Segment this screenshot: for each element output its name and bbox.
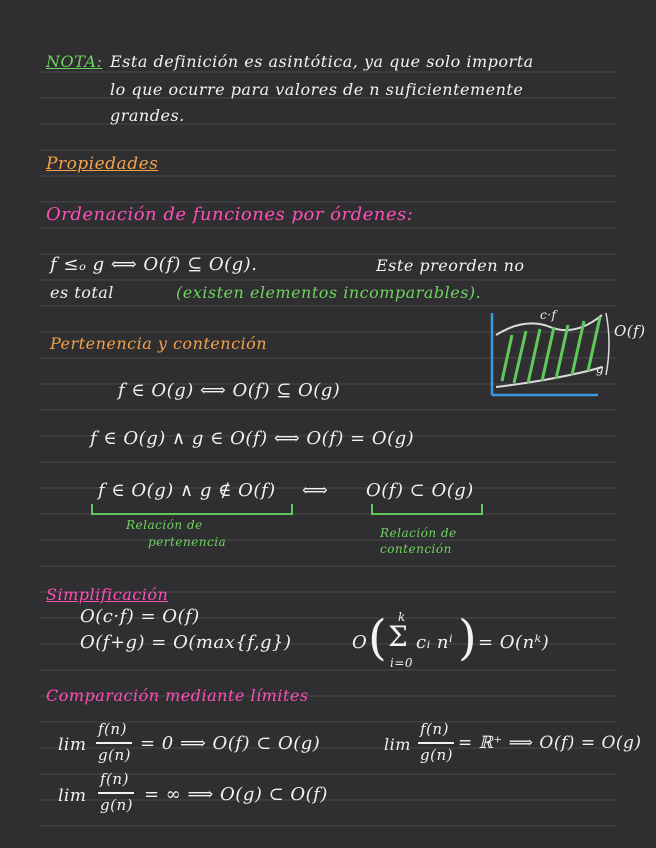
pertenencia-formula-3-arrow: ⟺ (302, 480, 329, 501)
diagram-label-Of: O(f) (614, 322, 646, 340)
simplificacion-heading: Simplificación (46, 585, 169, 604)
lim-3-num: f(n) (100, 770, 129, 788)
lim-3-fraction-bar (98, 792, 134, 794)
lim-2-den: g(n) (420, 746, 453, 764)
ordenacion-formula: f ≤ₒ g ⟺ O(f) ⊆ O(g). (50, 254, 258, 275)
simplificacion-f3-O: O (352, 632, 368, 653)
lim-3-result: = ∞ ⟹ O(g) ⊂ O(f) (144, 784, 328, 805)
simplificacion-f3-rparen: ) (458, 610, 478, 666)
note-line-1: Esta definición es asintótica, ya que solo importa (110, 52, 534, 71)
simplificacion-f3-bottom: i=0 (390, 656, 414, 670)
lim-1-label: lim (58, 735, 87, 755)
pertenencia-formula-3-right: O(f) ⊂ O(g) (366, 480, 474, 501)
relation-2-line-2: contención (380, 542, 452, 556)
ordenacion-heading: Ordenación de funciones por órdenes: (46, 204, 414, 225)
note-line-3: grandes. (110, 106, 185, 125)
pertenencia-heading: Pertenencia y contención (50, 334, 268, 353)
diagram-label-g: g (596, 362, 605, 376)
simplificacion-formula-1: O(c·f) = O(f) (80, 606, 200, 627)
pertenencia-formula-2: f ∈ O(g) ∧ g ∈ O(f) ⟺ O(f) = O(g) (90, 428, 415, 449)
lim-1-den: g(n) (98, 746, 131, 764)
lim-3-den: g(n) (100, 796, 133, 814)
lim-2-fraction-bar (418, 742, 454, 744)
simplificacion-f3-lparen: ( (368, 610, 388, 666)
lim-2-result: = ℝ⁺ ⟹ O(f) = O(g) (458, 733, 642, 753)
relation-1-line-1: Relación de (126, 518, 203, 532)
diagram-label-cf: c·f (540, 308, 557, 322)
lim-3-label: lim (58, 786, 87, 806)
diagram-curve-g (496, 367, 602, 387)
ordenacion-paren: (existen elementos incomparables). (176, 283, 482, 302)
simplificacion-f3-term: cᵢ nⁱ (416, 632, 454, 653)
lim-1-fraction-bar (96, 742, 132, 744)
lim-1-result: = 0 ⟹ O(f) ⊂ O(g) (140, 733, 321, 754)
relation-1-line-2: pertenencia (148, 535, 227, 549)
simplificacion-formula-2: O(f+g) = O(max{f,g}) (80, 632, 292, 653)
comparacion-heading: Comparación mediante límites (46, 686, 309, 705)
pertenencia-formula-3-left: f ∈ O(g) ∧ g ∉ O(f) (98, 480, 276, 501)
note-line-2: lo que ocurre para valores de n suficientemente (110, 80, 524, 99)
ordenacion-text-2: es total (50, 283, 114, 302)
relation-2-line-1: Relación de (380, 526, 457, 540)
simplificacion-f3-sum: Σ (388, 620, 409, 653)
simplificacion-f3-top: k (398, 610, 406, 624)
pertenencia-formula-1: f ∈ O(g) ⟺ O(f) ⊆ O(g) (118, 380, 341, 401)
simplificacion-f3-right: = O(nᵏ) (478, 632, 550, 653)
propiedades-heading: Propiedades (46, 154, 159, 174)
lim-2-label: lim (384, 735, 411, 754)
note-label: NOTA: (46, 52, 103, 71)
diagram-brace (606, 313, 609, 375)
lim-1-num: f(n) (98, 720, 127, 738)
big-o-diagram (480, 305, 656, 405)
ordenacion-text-1: Este preorden no (376, 256, 525, 275)
lim-2-num: f(n) (420, 720, 449, 738)
